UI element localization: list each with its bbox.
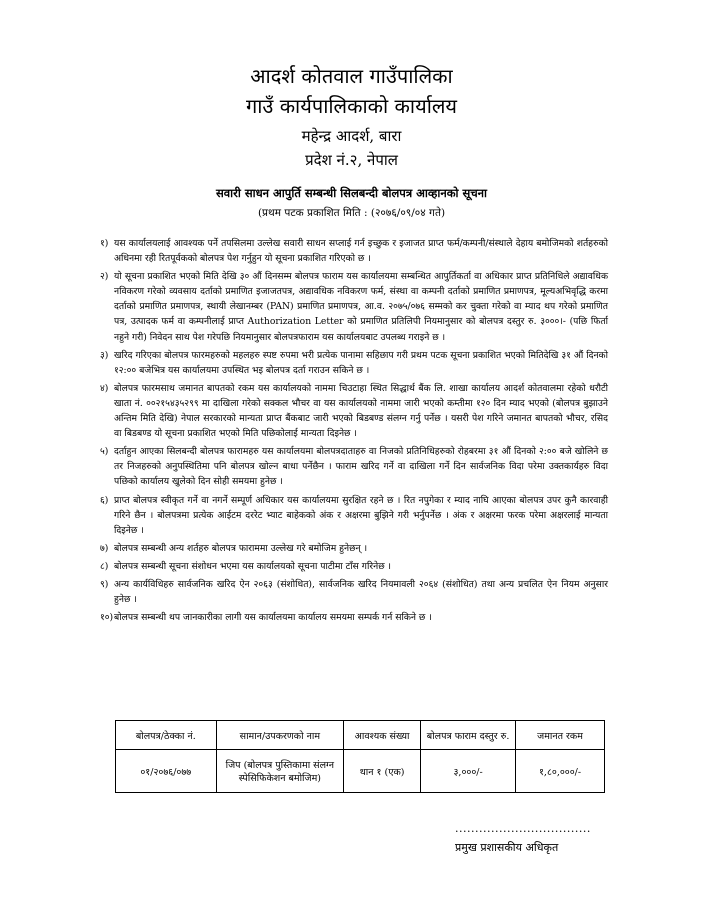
table-header-row <box>116 721 605 750</box>
condition-item <box>100 559 608 574</box>
condition-item <box>100 348 608 378</box>
col-header-tender-no: बोलपत्र/ठेक्का नं. <box>116 721 217 750</box>
signature-line: .................................. <box>455 822 591 835</box>
condition-text: बोलपत्र सम्बन्धी थप जानकारीका लागी यस कार्यालयमा कार्यालय समयमा सम्पर्क गर्न सकिने छ । <box>114 612 432 624</box>
condition-text: खरिद गरिएका बोलपत्र फारमहरुको महलहरु स्पष्ट रुपमा भरी प्रत्येक पानामा सहिछाप गरी प्रथम पटक सूचना प्रकाशित भएको मितिदेखि ३१ औं दिनको १२:०० बजेभित्र यस कार्यालयमा उपस्थित भइ बोलपत्र दर्ता गराउन सकिने छ । <box>114 349 608 376</box>
condition-text: दर्ताहुन आएका सिलबन्दी बोलपत्र फारामहरु यस कार्यालयमा बोलपत्रदाताहरु वा निजको प्रतिनिधिहरुको रोहबरमा ३१ औं दिनको २:०० बजे खोलिने छ तर निजहरुको अनुपस्थितिमा पनि बोलपत्र खोल्न बाधा पर्नेछैन । फाराम खरिद गर्ने वा दाखिला गर्ने दिन सार्वजनिक विदा परेमा उक्तकार्यहरु विदा पछिको कार्यालय खुलेको दिन सोही समयमा हुनेछ । <box>114 446 608 488</box>
condition-item <box>100 381 608 441</box>
notice-publish-date: (प्रथम पटक प्रकाशित मिति : (२०७६/०९/०४ गते) <box>257 207 446 219</box>
office-province: प्रदेश नं.२, नेपाल <box>305 151 398 169</box>
table-row <box>116 750 605 793</box>
tender-table <box>115 720 605 793</box>
office-address: महेन्द्र आदर्श, बारा <box>301 127 402 145</box>
condition-text: यस कार्यालयलाई आवश्यक पर्ने तपसिलमा उल्लेख सवारी साधन सप्लाई गर्न इच्छुक र इजाजत प्राप्त फर्म/कम्पनी/संस्थाले देहाय बमोजिमको शर्तहरुको अधिनमा रही रितपूर्वकको बोलपत्र पेश गर्नुहुन यो सूचना प्रकाशित गरिएको छ । <box>114 238 608 265</box>
condition-item <box>100 493 608 538</box>
condition-number: ५) <box>100 446 109 458</box>
condition-item <box>100 610 608 625</box>
condition-number: ७) <box>100 542 109 554</box>
condition-number: ४) <box>100 382 109 394</box>
office-name: आदर्श कोतवाल गाउँपालिका <box>250 64 453 88</box>
office-subtitle: गाउँ कार्यपालिकाको कार्यालय <box>245 94 458 118</box>
condition-number: १) <box>100 238 109 249</box>
condition-text: बोलपत्र फारमसाथ जमानत बापतको रकम यस कार्यालयको नाममा चिउटाहा स्थित सिद्धार्थ बैंक लि. शाखा कार्यालय आदर्श कोतवालमा रहेको धरौटी खाता नं. ००२१५४३५२९९ मा दाखिला गरेको सक्कल भौचर वा यस कार्यालयको नाममा जारी भएको कम्तीमा १२० दिन म्याद भएको (बोलपत्र बुझाउने अन्तिम मिति देखि) नेपाल सरकारको मान्यता प्राप्त बैंकबाट जारी भएको बिडबण्ड संलग्न गर्नु पर्नेछ । यसरी पेश गरिने जमानत बापतको भौचर, रसिद वा बिडबण्ड यो सूचना प्रकाशित भएको मिति पछिकोलाई मान्यता दिइनेछ । <box>114 382 608 440</box>
condition-text: अन्य कार्यविधिहरु सार्वजनिक खरिद ऐन २०६३ (संशोधित), सार्वजनिक खरिद नियमावली २०६४ (संशोधित) तथा अन्य प्रचलित ऐन नियम अनुसार हुनेछ । <box>114 578 608 606</box>
condition-number: ९) <box>100 578 109 590</box>
condition-number: १०) <box>100 612 114 624</box>
condition-item <box>100 541 608 556</box>
cell-tender-no: ०१/२०७६/०७७ <box>116 750 217 793</box>
condition-item <box>100 444 608 489</box>
cell-quantity: थान १ (एक) <box>344 750 421 793</box>
condition-number: ८) <box>100 560 109 572</box>
col-header-quantity: आवश्यक संख्या <box>344 721 421 750</box>
condition-text: बोलपत्र सम्बन्धी सूचना संशोधन भएमा यस कार्यालयको सूचना पाटीमा टाँस गरिनेछ । <box>114 560 392 572</box>
condition-number: ६) <box>100 494 109 506</box>
condition-text: बोलपत्र सम्बन्धी अन्य शर्तहरु बोलपत्र फाराममा उल्लेख गरे बमोजिम हुनेछन् । <box>114 542 368 554</box>
cell-form-fee: ३,०००/- <box>421 750 516 793</box>
condition-text: यो सूचना प्रकाशित भएको मिति देखि ३० औं दिनसम्म बोलपत्र फाराम यस कार्यालयमा सम्बन्धित आपुर्तिकर्ता वा अधिकार प्राप्त प्रतिनिधिले अद्यावधिक नविकरण गरेको व्यवसाय दर्ताको प्रमाणित इजाजतपत्र, अद्यावधिक नविकरण फर्म, संस्था वा कम्पनी दर्ताको प्रमाणित प्रमाणपत्र, मूल्यअभिवृद्धि करमा दर्ताको प्रमाणित प्रमाणपत्र, स्थायी लेखानम्बर (PAN) प्रमाणित प्रमाणपत्र, आ.व. २०७५/०७६ सम्मको कर चुक्ता गरेको वा म्याद थप गरेको प्रमाणित पत्र, उत्पादक फर्म वा कम्पनीलाई प्राप्त Authorization Letter को प्रमाणित प्रतिलिपी नियमानुसार को बोलपत्र दस्तुर रु. ३०००।- (पछि फिर्ता नहुने गरी) निवेदन साथ पेश गरेपछि नियमानुसार बोलपत्रफाराम यस कार्यालयबाट उपलब्ध गराइने छ । <box>114 271 608 343</box>
condition-number: २) <box>100 271 109 283</box>
conditions-list <box>100 236 608 628</box>
condition-item <box>100 577 608 607</box>
col-header-security-amount: जमानत रकम <box>516 721 605 750</box>
col-header-item-name: सामान/उपकरणको नाम <box>216 721 343 750</box>
cell-security-amount: १,८०,०००/- <box>516 750 605 793</box>
condition-text: प्राप्त बोलपत्र स्वीकृत गर्ने वा नगर्ने सम्पूर्ण अधिकार यस कार्यालयमा सुरक्षित रहने छ । रित नपुगेका र म्याद नाघि आएका बोलपत्र उपर कुनै कारवाही गरिने छैन । बोलपत्रमा प्रत्येक आईटम दररेट भ्याट बाहेकको अंक र अक्षरमा बुझिने गरी भर्नुपर्नेछ । अंक र अक्षरमा फरक परेमा अक्षरलाई मान्यता दिइनेछ । <box>114 494 608 536</box>
condition-number: ३) <box>100 349 109 361</box>
signatory-title: प्रमुख प्रशासकीय अधिकृत <box>455 841 559 854</box>
condition-item <box>100 269 608 344</box>
condition-item <box>100 236 608 266</box>
cell-item-name: जिप (बोलपत्र पुस्तिकामा संलग्न स्पेसिफिकेशन बमोजिम) <box>216 750 343 793</box>
col-header-form-fee: बोलपत्र फाराम दस्तुर रु. <box>421 721 516 750</box>
notice-title: सवारी साधन आपुर्ति सम्बन्धी सिलबन्दी बोलपत्र आव्हानको सूचना <box>216 186 487 200</box>
